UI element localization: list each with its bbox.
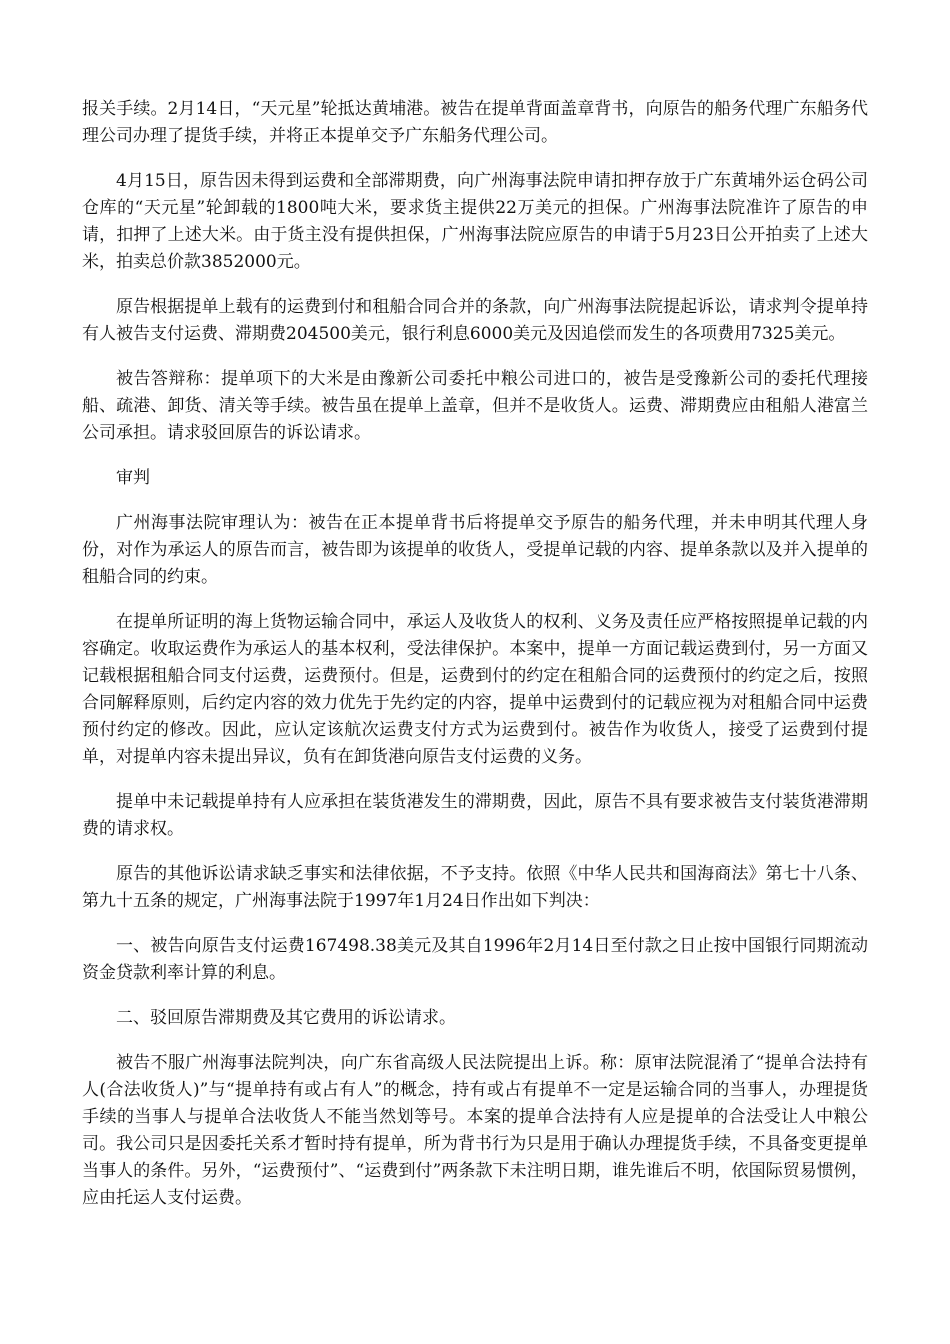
section-heading-trial: 审判 xyxy=(116,468,150,488)
document-page xyxy=(82,96,868,1230)
paragraph-appeal: 被告不服广州海事法院判决，向广东省高级人民法院提出上诉。称：原审法院混淆了“提单合法持有人(合法收货人)”与“提单持有或占有人”的概念，持有或占有提单不一定是运输合同的当事人，办理提货手续的当事人与提单合法收货人不能当然划等号。本案的提单合法持有人应是提单的合法受让人中粮公司。我公司只是因委托关系才暂时持有提单，所为背书行为只是用于确认办理提货手续，不具备变更提单当事人的条件。另外，“运费预付”、“运费到付”两条款下未注明日期，谁先谁后不明，依国际贸易惯例，应由托运人支付运费。 xyxy=(82,1053,868,1208)
paragraph-judgment-item-2: 二、驳回原告滞期费及其它费用的诉讼请求。 xyxy=(116,1008,456,1028)
paragraph-legal-basis: 原告的其他诉讼请求缺乏事实和法律依据，不予支持。依照《中华人民共和国海商法》第七十八条、第九十五条的规定，广州海事法院于1997年1月24日作出如下判决： xyxy=(82,864,868,911)
paragraph-cargo-arrest: 4月15日，原告因未得到运费和全部滞期费，向广州海事法院申请扣押存放于广东黄埔外运仓码公司仓库的“天元星”轮卸载的1800吨大米，要求货主提供22万美元的担保。广州海事法院准许了原告的申请，扣押了上述大米。由于货主没有提供担保，广州海事法院应原告的申请于5月23日公开拍卖了上述大米，拍卖总价款3852000元。 xyxy=(82,171,868,272)
paragraph-court-finding: 广州海事法院审理认为：被告在正本提单背书后将提单交予原告的船务代理，并未申明其代理人身份，对作为承运人的原告而言，被告即为该提单的收货人，受提单记载的内容、提单条款以及并入提单的租船合同的约束。 xyxy=(82,513,868,587)
paragraph-delivery-procedures: 报关手续。2月14日，“天元星”轮抵达黄埔港。被告在提单背面盖章背书，向原告的船务代理广东船务代理公司办理了提货手续，并将正本提单交予广东船务代理公司。 xyxy=(82,99,868,146)
paragraph-contract-analysis: 在提单所证明的海上货物运输合同中，承运人及收货人的权利、义务及责任应严格按照提单记载的内容确定。收取运费作为承运人的基本权利，受法律保护。本案中，提单一方面记载运费到付，另一方面又记载根据租船合同支付运费，运费预付。但是，运费到付的约定在租船合同的运费预付的约定之后，按照合同解释原则，后约定内容的效力优先于先约定的内容，提单中运费到付的记载应视为对租船合同中运费预付约定的修改。因此，应认定该航次运费支付方式为运费到付。被告作为收货人，接受了运费到付提单，对提单内容未提出异议，负有在卸货港向原告支付运费的义务。 xyxy=(82,612,868,767)
paragraph-judgment-item-1: 一、被告向原告支付运费167498.38美元及其自1996年2月14日至付款之日止按中国银行同期流动资金贷款利率计算的利息。 xyxy=(82,936,868,983)
paragraph-plaintiff-claim: 原告根据提单上载有的运费到付和租船合同合并的条款，向广州海事法院提起诉讼，请求判令提单持有人被告支付运费、滞期费204500美元，银行利息6000美元及因追偿而发生的各项费用7325美元。 xyxy=(82,297,868,344)
paragraph-demurrage-finding: 提单中未记载提单持有人应承担在装货港发生的滞期费，因此，原告不具有要求被告支付装货港滞期费的请求权。 xyxy=(82,792,868,839)
paragraph-defendant-reply: 被告答辩称：提单项下的大米是由豫新公司委托中粮公司进口的，被告是受豫新公司的委托代理接船、疏港、卸货、清关等手续。被告虽在提单上盖章，但并不是收货人。运费、滞期费应由租船人港富兰公司承担。请求驳回原告的诉讼请求。 xyxy=(82,369,868,443)
